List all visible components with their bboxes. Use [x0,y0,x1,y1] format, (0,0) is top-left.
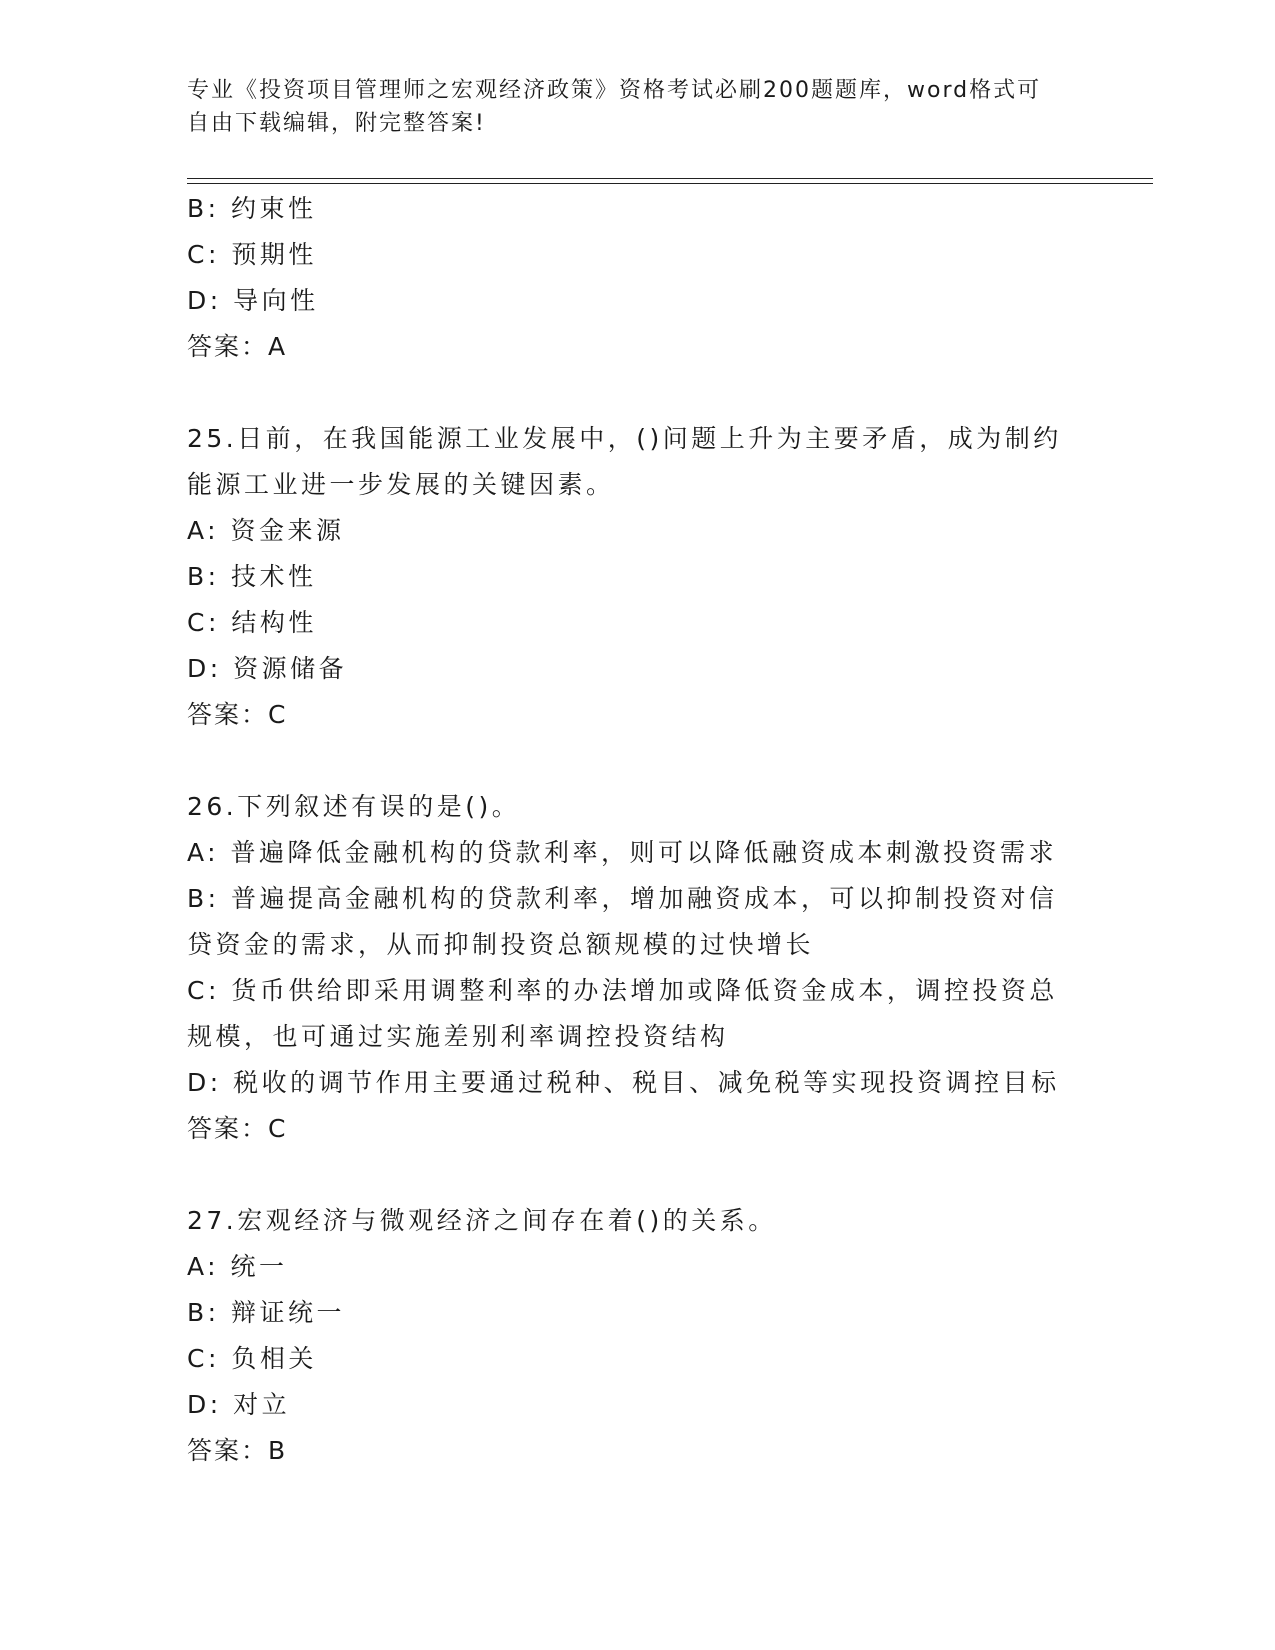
option-b: B: 辩证统一 [187,1298,346,1327]
option-a: A: 统一 [187,1252,288,1281]
option-b-line-2: 贷资金的需求，从而抑制投资总额规模的过快增长 [187,930,815,959]
option-a: A: 资金来源 [187,516,345,545]
question-stem: 26.下列叙述有误的是()。 [187,792,521,821]
option-b: B: 技术性 [187,562,317,591]
option-d: D: 资源储备 [187,654,348,683]
option-d: D: 导向性 [187,286,319,315]
answer-text: 答案：A [187,332,288,361]
question-26 [187,784,1087,1152]
question-stem-line-2: 能源工业进一步发展的关键因素。 [187,470,615,499]
header-title-line-2: 自由下载编辑，附完整答案! [187,111,486,136]
option-c: C: 预期性 [187,240,317,269]
option-d: D: 对立 [187,1390,291,1419]
question-stem-line-1: 25.日前，在我国能源工业发展中，()问题上升为主要矛盾，成为制约 [187,424,1062,453]
option-d: D: 税收的调节作用主要通过税种、税目、减免税等实现投资调控目标 [187,1068,1060,1097]
answer-text: 答案：B [187,1436,288,1465]
option-b: B: 约束性 [187,194,317,223]
question-24-tail [187,186,1087,370]
option-c: C: 结构性 [187,608,317,637]
option-c: C: 负相关 [187,1344,317,1373]
option-b-line-1: B: 普遍提高金融机构的贷款利率，增加融资成本，可以抑制投资对信 [187,884,1058,913]
question-27 [187,1198,1087,1474]
spacer [187,1152,1087,1198]
spacer [187,370,1087,416]
answer-text: 答案：C [187,1114,288,1143]
answer-text: 答案：C [187,700,288,729]
option-a: A: 普遍降低金融机构的贷款利率，则可以降低融资成本刺激投资需求 [187,838,1058,867]
question-stem: 27.宏观经济与微观经济之间存在着()的关系。 [187,1206,777,1235]
header-divider-top [187,178,1153,179]
question-25 [187,416,1087,738]
document-header [187,74,1067,140]
option-c-line-1: C: 货币供给即采用调整利率的办法增加或降低资金成本，调控投资总 [187,976,1058,1005]
header-divider-bottom [187,183,1153,184]
option-c-line-2: 规模，也可通过实施差别利率调控投资结构 [187,1022,729,1051]
spacer [187,738,1087,784]
question-list [187,186,1087,1474]
header-title-line-1: 专业《投资项目管理师之宏观经济政策》资格考试必刷200题题库，word格式可 [187,78,1042,103]
